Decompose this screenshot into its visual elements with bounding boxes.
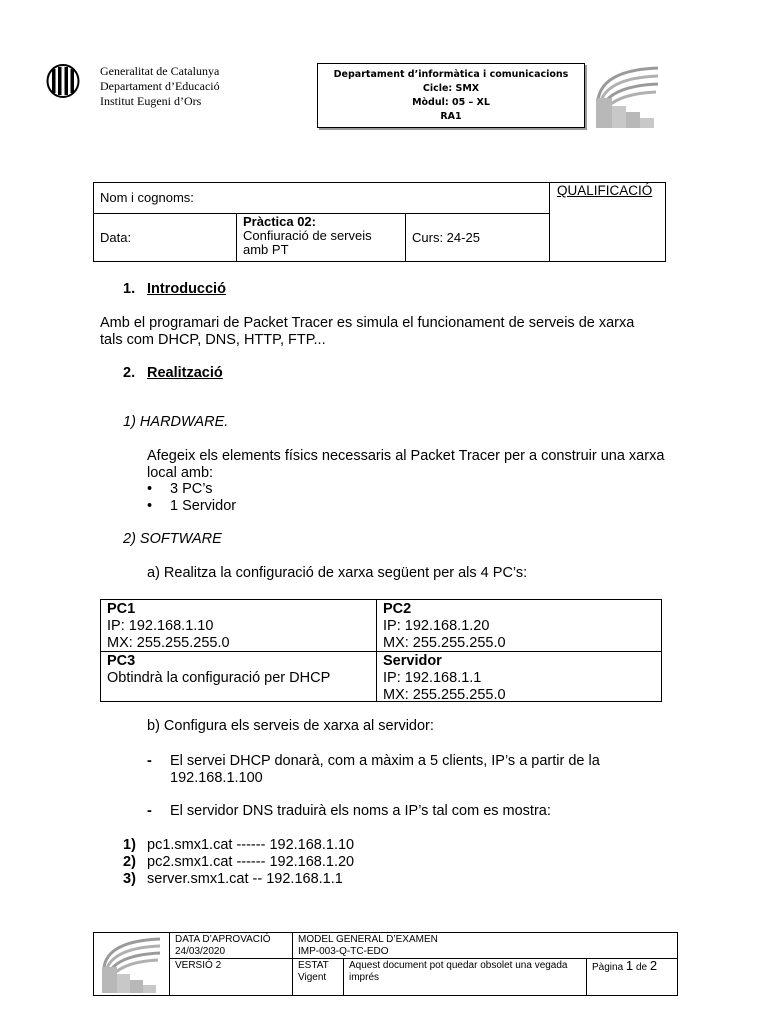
pc2-ip: IP: 192.168.1.20 xyxy=(383,618,490,634)
dns-item-number: 2) xyxy=(123,854,136,870)
org-line: Departament d’Educació xyxy=(100,79,220,93)
pc1-ip: IP: 192.168.1.10 xyxy=(107,618,214,634)
server-name: Servidor xyxy=(383,653,442,669)
name-cell[interactable] xyxy=(93,182,550,214)
dash-marker: - xyxy=(147,803,152,819)
dept-line: Departament d’informàtica i comunicacions xyxy=(333,69,569,80)
practice-title: Pràctica 02: xyxy=(243,214,316,229)
dns-text: El servidor DNS traduirà els noms a IP’s tal com es mostra: xyxy=(170,803,551,819)
dns-item-number: 3) xyxy=(123,871,136,887)
intro-number: 1. xyxy=(123,281,136,297)
pc3-cell xyxy=(100,651,377,702)
course-cell xyxy=(405,213,550,262)
student-info-table xyxy=(93,182,666,262)
obsolete-note: Aquest document pot quedar obsolet una vegada imprés xyxy=(349,960,568,983)
dept-line: RA1 xyxy=(440,111,462,122)
pc3-desc: Obtindrà la configuració per DHCP xyxy=(107,670,331,686)
generalitat-logo xyxy=(46,64,80,98)
model-label: MODEL GENERAL D’EXAMEN xyxy=(298,934,438,945)
page-current: 1 xyxy=(625,958,634,973)
hardware-label: 1) HARDWARE. xyxy=(123,414,229,430)
version-label: VERSIÓ 2 xyxy=(175,960,222,971)
dash-marker: - xyxy=(147,753,152,769)
org-block xyxy=(100,64,220,109)
page-cell xyxy=(586,958,678,996)
dns-item: pc2.smx1.cat ------ 192.168.1.20 xyxy=(147,854,355,870)
bullet-icon: • xyxy=(147,498,153,514)
realization-number: 2. xyxy=(123,365,136,381)
step-a-text: a) Realitza la configuració de xarxa següent per als 4 PC’s: xyxy=(147,565,528,581)
hardware-text: Afegeix els elements físics necessaris al Packet Tracer per a construir una xarxa local amb: xyxy=(147,448,665,481)
approval-cell xyxy=(169,932,293,959)
qualification-cell xyxy=(549,182,666,262)
bullet-icon: • xyxy=(147,481,153,497)
page-total: 2 xyxy=(649,958,658,973)
pc1-mask: MX: 255.255.255.0 xyxy=(107,635,230,651)
footer-table xyxy=(93,932,678,996)
org-line: Institut Eugeni d’Ors xyxy=(100,94,202,108)
pc2-cell xyxy=(376,599,662,652)
realization-heading: Realització xyxy=(147,365,223,381)
state-label: ESTAT xyxy=(298,960,329,971)
institute-logo xyxy=(588,60,666,132)
intro-heading: Introducció xyxy=(147,281,226,297)
approval-label: DATA D’APROVACIÓ xyxy=(175,934,271,945)
name-label: Nom i cognoms: xyxy=(100,190,194,205)
server-ip: IP: 192.168.1.1 xyxy=(383,670,482,686)
software-label: 2) SOFTWARE xyxy=(123,531,222,547)
date-label: Data: xyxy=(100,230,132,245)
department-box xyxy=(317,63,585,128)
dns-item: pc1.smx1.cat ------ 192.168.1.10 xyxy=(147,837,355,853)
footer-logo-cell xyxy=(93,932,170,996)
qualification-label: QUALIFICACIÓ xyxy=(557,183,653,198)
model-code: IMP-003-Q-TC-EDO xyxy=(298,946,389,957)
dns-item-number: 1) xyxy=(123,837,136,853)
step-b-text: b) Configura els serveis de xarxa al servidor: xyxy=(147,718,434,734)
model-cell xyxy=(292,932,678,959)
server-cell xyxy=(376,651,662,702)
version-cell xyxy=(169,958,293,996)
hardware-item: 1 Servidor xyxy=(170,498,237,514)
page-of: de xyxy=(635,962,648,973)
pc3-name: PC3 xyxy=(107,653,136,669)
approval-date: 24/03/2020 xyxy=(175,946,226,957)
state-cell xyxy=(292,958,344,996)
intro-text: Amb el programari de Packet Tracer es simula el funcionament de serveis de xarxa tals com DHCP, DNS, HTTP, FTP... xyxy=(100,315,635,348)
server-mask: MX: 255.255.255.0 xyxy=(383,687,506,703)
obsolete-cell xyxy=(343,958,587,996)
course-label: Curs: 24-25 xyxy=(412,230,480,245)
network-config-table xyxy=(100,599,662,702)
pc1-cell xyxy=(100,599,377,652)
dept-line: Mòdul: 05 – XL xyxy=(412,97,490,108)
page-label: Pàgina xyxy=(592,962,624,973)
pc1-name: PC1 xyxy=(107,601,136,617)
practice-cell xyxy=(236,213,406,262)
org-line: Generalitat de Catalunya xyxy=(100,64,220,78)
pc2-mask: MX: 255.255.255.0 xyxy=(383,635,506,651)
date-cell[interactable] xyxy=(93,213,237,262)
dhcp-text: El servei DHCP donarà, com a màxim a 5 clients, IP’s a partir de la 192.168.1.100 xyxy=(170,753,600,786)
hardware-item: 3 PC’s xyxy=(170,481,213,497)
pc2-name: PC2 xyxy=(383,601,412,617)
dns-item: server.smx1.cat -- 192.168.1.1 xyxy=(147,871,343,887)
institute-logo-small xyxy=(94,933,169,995)
practice-desc: Confiuració de serveis amb PT xyxy=(243,228,372,257)
state-value: Vigent xyxy=(298,972,327,983)
dept-line: Cicle: SMX xyxy=(422,83,480,94)
